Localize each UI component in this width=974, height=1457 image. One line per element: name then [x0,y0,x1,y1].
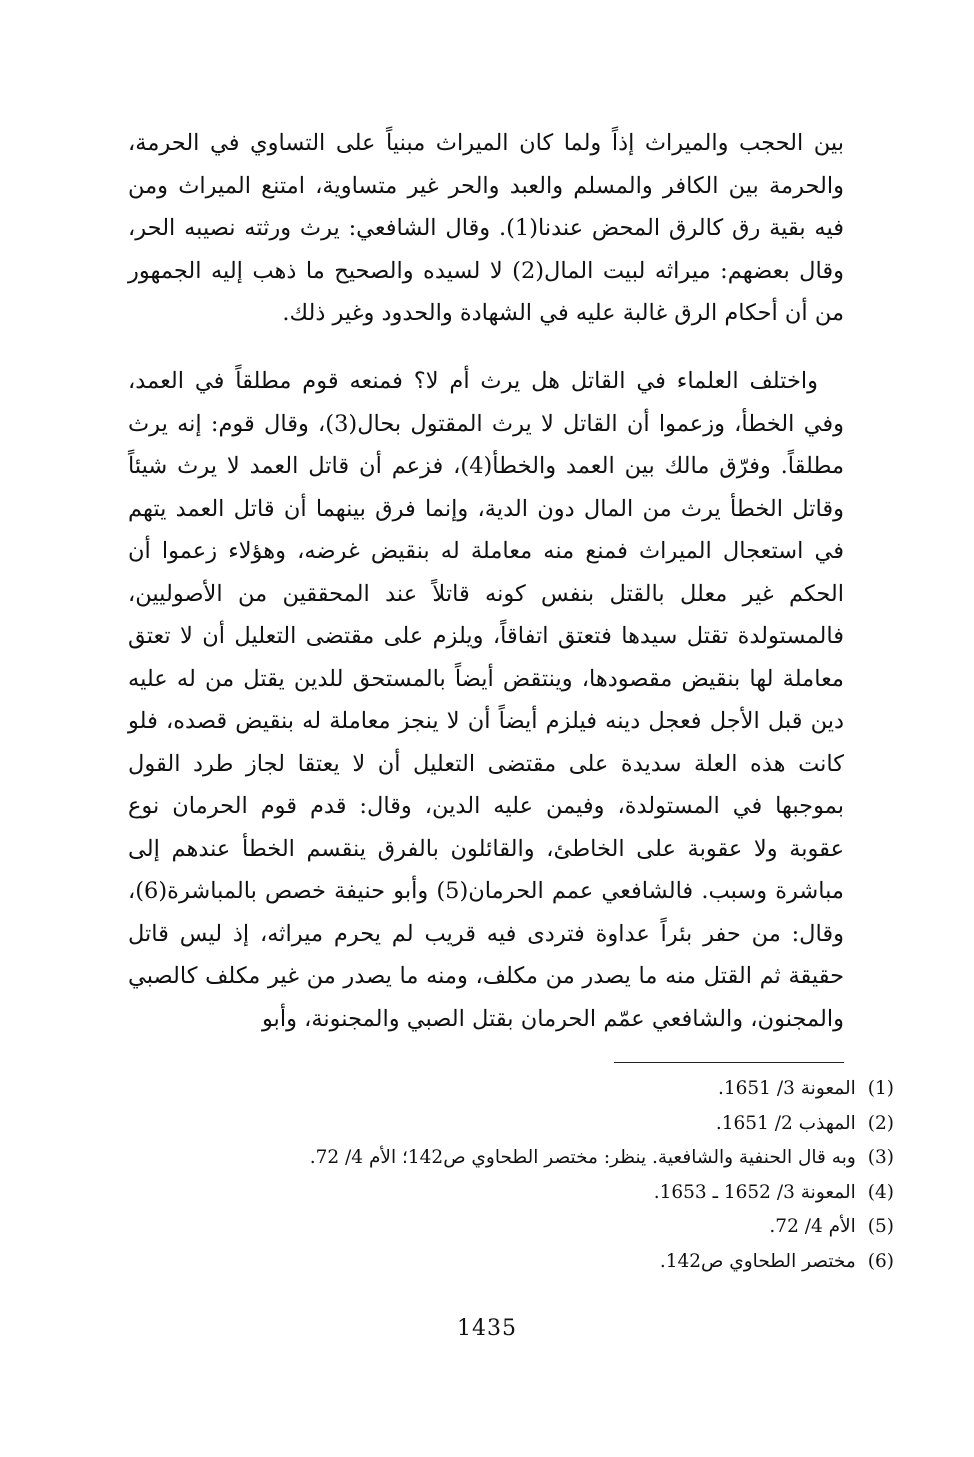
footnote-text: المعونة 3/ 1651. [717,1078,856,1099]
footnotes-list [128,1072,894,1279]
footnote-number: (4) [867,1181,894,1203]
footnote-item [128,1072,894,1107]
footnote-text: الأم 4/ 72. [769,1216,856,1237]
footnote-item [128,1141,894,1176]
footnote-text: مختصر الطحاوي ص142. [659,1250,856,1272]
paragraph-2: واختلف العلماء في القاتل هل يرث أم لا؟ فمنعه قوم مطلقاً في العمد، وفي الخطأ، وزعموا أن القاتل لا يرث المقتول بحال(3)، وقال قوم: إنه يرث مطلقاً. وفرّق مالك بين العمد والخطأ(4)، فزعم أن قاتل العمد لا يرث شيئاً وقاتل الخطأ يرث من المال دون الدية، وإنما فرق بينهما أن قاتل العمد يتهم في استعجال الميراث فمنع منه معاملة له بنقيض غرضه، وهؤلاء زعموا أن الحكم غير معلل بالقتل بنفس كونه قاتلاً عند المحققين من الأصوليين، فالمستولدة تقتل سيدها فتعتق اتفاقاً، ويلزم على مقتضى التعليل أن لا تعتق معاملة لها بنقيض مقصودها، وينتقض أيضاً بالمستحق للدين يقتل من له عليه دين قبل الأجل فعجل دينه فيلزم أيضاً أن لا ينجز معاملة له بنقيض قصده، فلو كانت هذه العلة سديدة على مقتضى التعليل أن لا يعتقا لجاز طرد القول بموجبها في المستولدة، وفيمن عليه الدين، وقال: قدم قوم الحرمان نوع عقوبة ولا عقوبة على الخاطئ، والقائلون بالفرق ينقسم الخطأ عندهم إلى مباشرة وسبب. فالشافعي عمم الحرمان(5) وأبو حنيفة خصص بالمباشرة(6)، وقال: من حفر بئراً عداوة فتردى فيه قريب لم يحرم ميراثه، إذ ليس قاتل حقيقة ثم القتل منه ما يصدر من مكلف، ومنه ما يصدر من غير مكلف كالصبي والمجنون، والشافعي عمّم الحرمان بقتل الصبي والمجنونة، وأبو [128,368,845,1032]
footnote-item [128,1107,894,1142]
footnote-text: وبه قال الحنفية والشافعية. ينظر: مختصر الطحاوي ص142؛ الأم 4/ 72. [309,1147,856,1168]
footnote-number: (2) [867,1112,894,1134]
footnote-text: المهذب 2/ 1651. [715,1112,856,1134]
footnote-text: المعونة 3/ 1652 ـ 1653. [653,1181,856,1203]
footnote-number: (5) [867,1216,894,1237]
footnote-item [128,1210,894,1245]
footnote-item [128,1245,894,1280]
paragraph-1: بين الحجب والميراث إذاً ولما كان الميراث مبنياً على التساوي في الحرمة، والحرمة بين الكافر والمسلم والعبد والحر غير متساوية، امتنع الميراث ومن فيه بقية رق كالرق المحض عندنا(1). وقال الشافعي: يرث ورثته نصيبه الحر، وقال بعضهم: ميراثه لبيت المال(2) لا لسيده والصحيح ما ذهب إليه الجمهور من أن أحكام الرق غالبة عليه في الشهادة والحدود وغير ذلك. [128,130,845,326]
footnote-item [128,1176,894,1211]
footnote-number: (1) [867,1078,894,1099]
footnote-number: (6) [867,1250,894,1272]
page-number: 1435 [457,1316,517,1341]
footnote-number: (3) [867,1147,894,1168]
footnote-separator [614,1062,844,1063]
